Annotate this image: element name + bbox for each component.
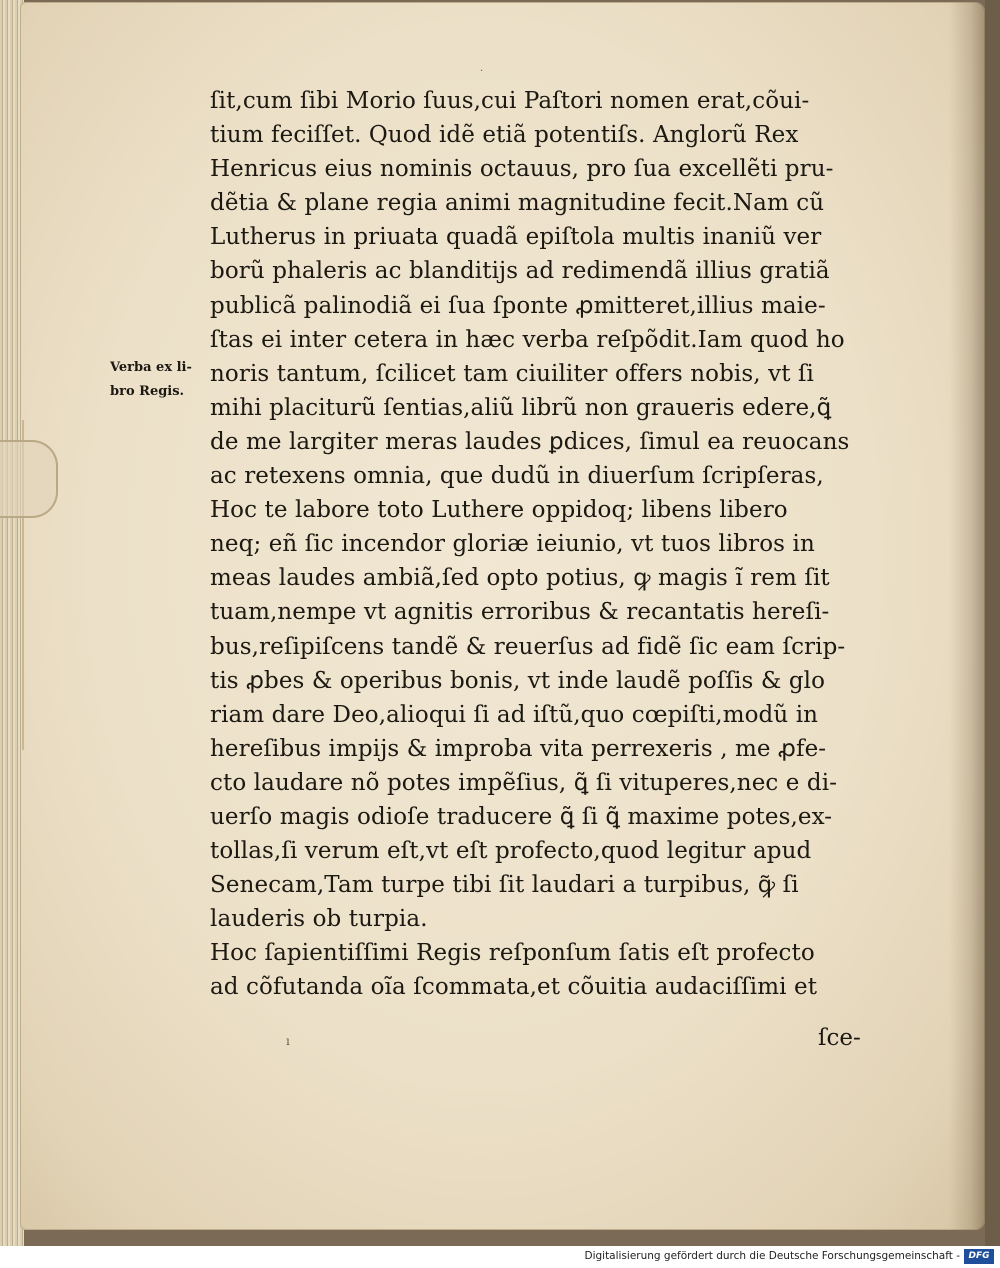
text-line: uerſo magis odioſe traducere ꝗ̃ ſi ꝗ̃ maxime potes,ex- — [210, 803, 833, 830]
text-line: hereſibus impijs & improba vita perrexeris , me ꝓfe- — [210, 735, 827, 762]
text-line: borũ phaleris ac blanditijs ad redimendã illius gratiã — [210, 258, 830, 285]
ink-mark: · — [480, 66, 484, 77]
margin-note — [110, 356, 210, 404]
dfg-logo[interactable]: DFG — [964, 1249, 994, 1264]
text-line: ſit,cum ſibi Morio ſuus,cui Paſtori nomen erat,cõui- — [210, 88, 810, 114]
ink-mark: ı — [286, 1034, 290, 1048]
text-line: Hoc ſapientiſſimi Regis reſponſum ſatis eſt profecto — [210, 940, 815, 967]
text-line: neq; eñ ſic incendor gloriæ ieiunio, vt tuos libros in — [210, 531, 815, 558]
body-text — [210, 84, 878, 1005]
footer-bar — [0, 1246, 1000, 1268]
text-line: ac retexens omnia, que dudũ in diuerſum ſcripſeras, — [210, 463, 824, 490]
text-line: Hoc te labore toto Luthere oppidoq; libens libero — [210, 497, 788, 524]
margin-note-line: Verba ex li- — [110, 360, 192, 375]
catchword: ſce- — [818, 1025, 861, 1051]
text-line: dẽtia & plane regia animi magnitudine fecit.Nam cũ — [210, 190, 825, 217]
text-line: cto laudare nõ potes impẽſius, ꝗ̃ ſi vituperes,nec e di- — [210, 769, 838, 796]
margin-note-line: bro Regis. — [110, 384, 185, 399]
text-line: riam dare Deo,alioqui ſi ad iſtũ,quo cœpiſti,modũ in — [210, 701, 819, 728]
text-line: meas laudes ambiã,ſed opto potius, ꝙ magis ĩ rem ſit — [210, 565, 830, 592]
text-line: ſtas ei inter cetera in hæc verba reſpõdit.Iam quod ho — [210, 326, 845, 353]
text-line: Henricus eius nominis octauus, pro ſua excellẽti pru- — [210, 156, 834, 183]
text-line: de me largiter meras laudes ꝑdices, ſimul ea reuocans — [210, 428, 850, 455]
funding-credit: Digitalisierung gefördert durch die Deutsche Forschungsgemeinschaft - — [584, 1250, 960, 1262]
text-line: tium feciſſet. Quod idẽ etiã potentiſs. Anglorũ Rex — [210, 122, 799, 149]
text-line: lauderis ob turpia. — [210, 906, 428, 933]
gutter-shadow — [949, 2, 985, 1230]
text-line: Lutherus in priuata quadã epiſtola multis inaniũ ver — [210, 224, 822, 251]
text-line: tollas,ſi verum eſt,vt eſt profecto,quod legitur apud — [210, 838, 812, 865]
text-line: noris tantum, ſcilicet tam ciuiliter offers nobis, vt ſi — [210, 360, 815, 387]
text-line: tis ꝓbes & operibus bonis, vt inde laudẽ poſſis & glo — [210, 667, 826, 694]
text-line: tuam,nempe vt agnitis erroribus & recantatis hereſi- — [210, 599, 830, 626]
text-line: publicã palinodiã ei ſua ſponte ꝓmitteret,illius maie- — [210, 292, 826, 319]
text-line: ad cõfutanda oĩa ſcommata,et cõuitia audaciſſimi et — [210, 974, 818, 1001]
text-line: mihi placiturũ ſentias,aliũ librũ non graueris edere,ꝗ̃ — [210, 394, 832, 421]
text-line: bus,reſipiſcens tandẽ & reuerſus ad fidẽ ſic eam ſcrip- — [210, 633, 846, 660]
right-edge — [985, 0, 1000, 1246]
text-line: Senecam,Tam turpe tibi ſit laudari a turpibus, ꝙ̃ ſi — [210, 872, 799, 899]
page-tab — [0, 440, 58, 518]
